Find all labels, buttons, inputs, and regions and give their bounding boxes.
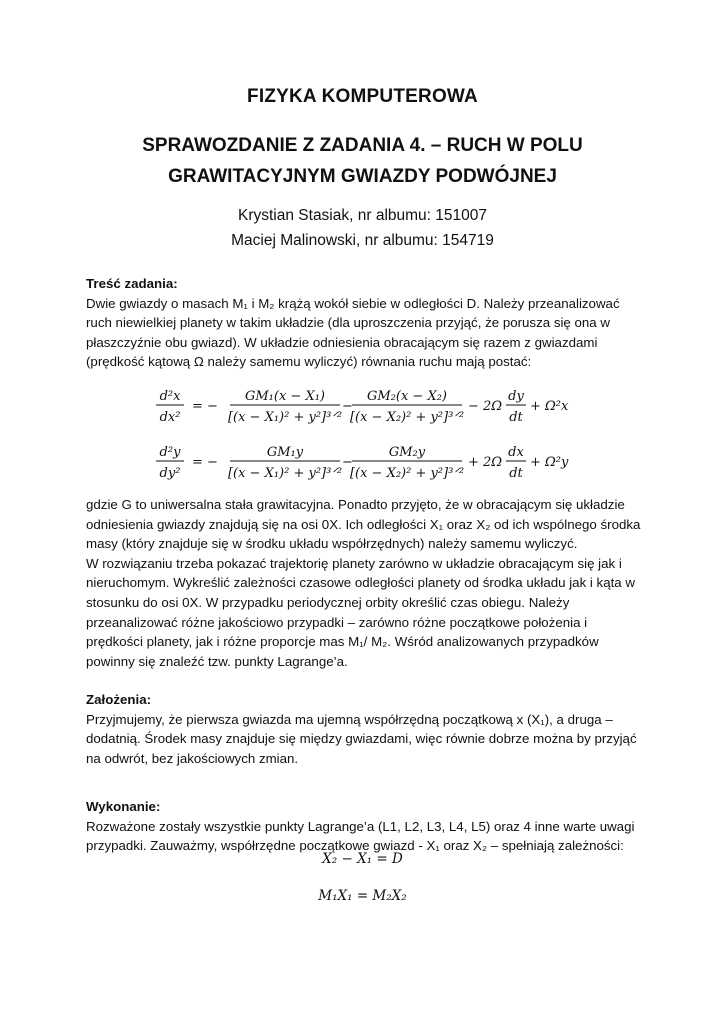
task-line: odniesienia gwiazdy znajdują się na osi 0X. Ich odległości X₁ oraz X₂ od ich wspólnego środka [86, 516, 641, 532]
subtitle-line: GRAWITACYJNYM GWIAZDY PODWÓJNEJ [168, 166, 557, 187]
author-line: Krystian Stasiak, nr albumu: 151007 [238, 207, 487, 224]
assumptions-section [86, 690, 646, 768]
assumptions-line: Przyjmujemy, że pierwsza gwiazda ma ujemną współrzędną początkową x (X₁), a druga – [86, 711, 613, 727]
execution-line: Rozważone zostały wszystkie punkty Lagrange’a (L1, L2, L3, L4, L5) oraz 4 inne warte uwagi [86, 818, 635, 834]
task-section [86, 274, 646, 372]
eq1-t3-num: dy [508, 389, 524, 404]
eq1-t2-den: [(x − X₂)² + y²]³ᐟ² [349, 410, 465, 425]
equation-motion-y [0, 436, 725, 488]
eq1-lhs-den: dx² [159, 410, 181, 425]
task-heading: Treść zadania: [86, 276, 178, 291]
task-line: W rozwiązaniu trzeba pokazać trajektorię planety zarówno w układzie obracającym się jak i [86, 555, 622, 571]
task-line: powinny się znaleźć tzw. punkty Lagrange’a. [86, 653, 348, 669]
svg-text:= −: = − [192, 399, 218, 414]
task-line: płaszczyźnie obu gwiazd). W układzie odniesienia obracającym się razem z gwiazdami [86, 334, 598, 350]
page-title: FIZYKA KOMPUTEROWA [247, 86, 478, 107]
eq1-t3-coef: − 2Ω [468, 399, 503, 414]
execution-line: przypadki. Zauważmy, współrzędne początkowe gwiazd - X₁ oraz X₂ – spełniają zależności: [86, 838, 624, 854]
eq2-t3-coef: + 2Ω [468, 455, 503, 470]
task-line: gdzie G to uniwersalna stała grawitacyjna. Ponadto przyjęto, że w obracającym się układzie [86, 497, 625, 512]
eq1-t1-num: GM₁(x − X₁) [244, 389, 326, 404]
svg-text:−: − [342, 399, 353, 414]
eq2-t2-num: GM₂y [388, 445, 426, 460]
eq1-t3-den: dt [509, 410, 523, 425]
execution-section [86, 797, 646, 856]
report-subtitle [0, 130, 725, 192]
task-line: masy (który znajduje się w środku układu współrzędnych) należy samemu wyliczyć. [86, 536, 578, 552]
assumptions-line: dodatnią. Środek masy znajduje się między gwiazdami, więc równie dobrze można by przyjąć [86, 731, 637, 747]
eq2-lhs-num: d²y [159, 445, 181, 460]
task-continuation [86, 495, 646, 671]
eq2-lhs-den: dy² [159, 466, 181, 481]
eq1-lhs-num: d²x [159, 389, 181, 404]
task-line: prędkości planety, jak i różne proporcje mas M₁/ M₂. Wśród analizowanych przypadków [86, 634, 599, 650]
equation-motion-x [0, 380, 725, 432]
svg-text:−: − [342, 455, 353, 470]
task-line: (prędkość kątową Ω należy samemu wyliczyć) równania ruchu mają postać: [86, 354, 532, 370]
eq2-t3-den: dt [509, 466, 523, 481]
assumptions-line: na odwrót, bez jakościowych zmian. [86, 750, 299, 766]
eq2-t4: + Ω²y [530, 455, 569, 470]
eq1-t4: + Ω²x [530, 399, 569, 414]
eq2-t1-num: GM₁y [266, 445, 304, 460]
eq2-t3-num: dx [508, 445, 524, 460]
equation-center-of-mass: M₁X₁ = M₂X₂ [318, 888, 407, 904]
equation-distance: X₂ − X₁ = D [322, 851, 403, 867]
task-line: stosunku do osi 0X. W przypadku periodycznej orbity określić czas obiegu. Należy [86, 594, 570, 610]
eq1-t1-den: [(x − X₁)² + y²]³ᐟ² [227, 410, 343, 425]
subtitle-line: SPRAWOZDANIE Z ZADANIA 4. – RUCH W POLU [142, 135, 583, 156]
author-line: Maciej Malinowski, nr albumu: 154719 [231, 232, 494, 249]
execution-heading: Wykonanie: [86, 799, 161, 814]
task-line: nieruchomym. Wykreślić zależności czasowe odległości planety od środka układu jak i kąta w [86, 575, 635, 591]
eq1-t2-num: GM₂(x − X₂) [366, 389, 448, 404]
svg-text:= −: = − [192, 455, 218, 470]
eq2-t1-den: [(x − X₁)² + y²]³ᐟ² [227, 466, 343, 481]
task-line: ruch niewielkiej planety w takim układzie (dla uproszczenia przyjąć, że porusza się ona w [86, 315, 610, 331]
eq2-t2-den: [(x − X₂)² + y²]³ᐟ² [349, 466, 465, 481]
authors [0, 203, 725, 253]
task-line: Dwie gwiazdy o masach M₁ i M₂ krążą wokół siebie w odległości D. Należy przeanalizować [86, 295, 620, 311]
assumptions-heading: Założenia: [86, 692, 152, 707]
task-line: przeanalizować różne jakościowo przypadki – zarówno różne początkowe położenia i [86, 614, 588, 630]
